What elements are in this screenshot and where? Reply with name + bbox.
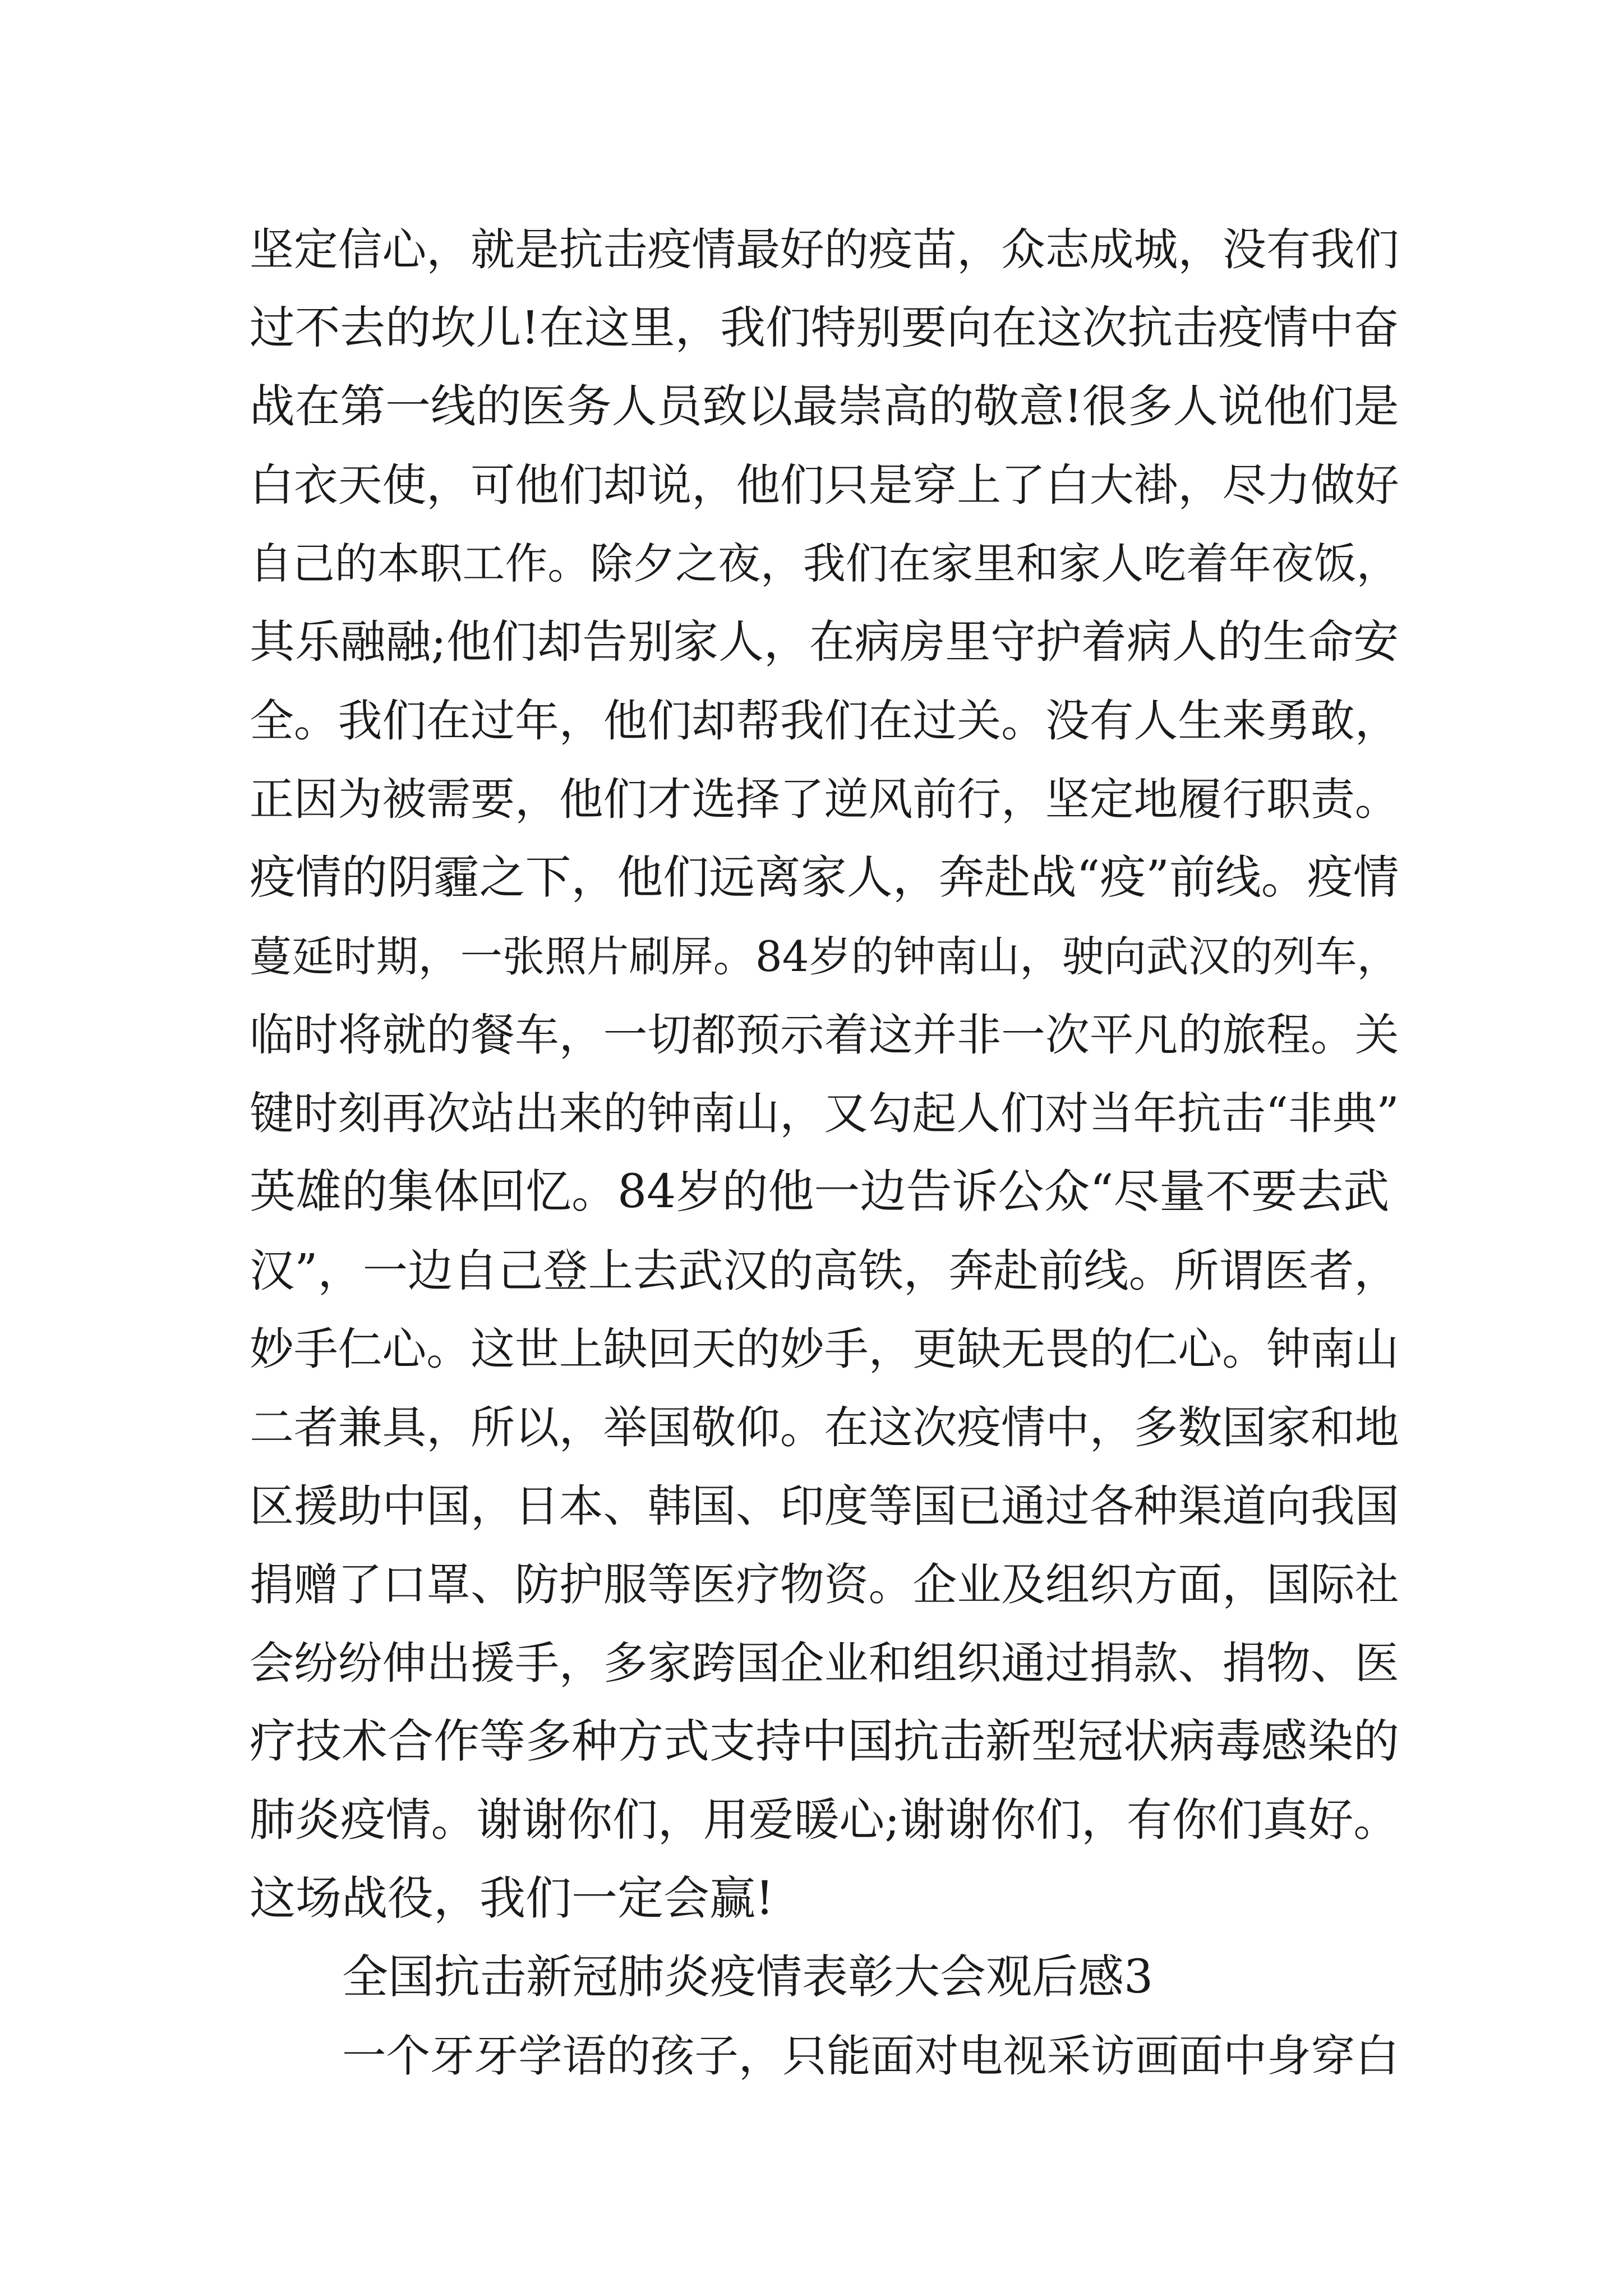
text-line: 会纷纷伸出援手，多家跨国企业和组织通过捐款、捐物、医	[250, 1637, 1399, 1689]
text-line: 键时刻再次站出来的钟南山，又勾起人们对当年抗击“非典”	[250, 1088, 1399, 1139]
section-title: 全国抗击新冠肺炎疫情表彰大会观后感3	[342, 1950, 1154, 2004]
text-line: 疗技术合作等多种方式支持中国抗击新型冠状病毒感染的	[250, 1715, 1400, 1768]
text-line: 妙手仁心。这世上缺回天的妙手，更缺无畏的仁心。钟南山	[250, 1323, 1399, 1375]
paragraph-start: 一个牙牙学语的孩子，只能面对电视采访画面中身穿白	[342, 2030, 1399, 2082]
text-line: 肺炎疫情。谢谢你们，用爱暖心;谢谢你们，有你们真好。	[250, 1794, 1399, 1847]
text-line: 汉”，一边自己登上去武汉的高铁，奔赴前线。所谓医者，	[250, 1244, 1399, 1297]
document-body	[250, 210, 1399, 2095]
text-line: 战在第一线的医务人员致以最崇高的敬意!很多人说他们是	[250, 380, 1399, 433]
text-line: 这场战役，我们一定会赢!	[250, 1872, 774, 1925]
text-line: 正因为被需要，他们才选择了逆风前行，坚定地履行职责。	[250, 774, 1399, 825]
text-line: 蔓延时期，一张照片刷屏。84岁的钟南山，驶向武汉的列车，	[250, 932, 1399, 981]
text-line: 疫情的阴霾之下，他们远离家人，奔赴战“疫”前线。疫情	[250, 851, 1399, 904]
text-line: 临时将就的餐车，一切都预示着这并非一次平凡的旅程。关	[250, 1009, 1399, 1061]
text-line: 区援助中国，日本、韩国、印度等国已通过各种渠道向我国	[250, 1480, 1399, 1532]
text-line: 捐赠了口罩、防护服等医疗物资。企业及组织方面，国际社	[250, 1559, 1399, 1611]
text-line: 其乐融融;他们却告别家人，在病房里守护着病人的生命安	[250, 616, 1399, 669]
text-line: 白衣天使，可他们却说，他们只是穿上了白大褂，尽力做好	[250, 459, 1399, 511]
text-line: 二者兼具，所以，举国敬仰。在这次疫情中，多数国家和地	[250, 1402, 1399, 1453]
text-line: 过不去的坎儿!在这里，我们特别要向在这次抗击疫情中奋	[250, 302, 1399, 355]
text-line: 坚定信心，就是抗击疫情最好的疫苗，众志成城，没有我们	[250, 224, 1399, 275]
text-line: 英雄的集体回忆。84岁的他一边告诉公众“尽量不要去武	[250, 1165, 1390, 1218]
text-line: 自己的本职工作。除夕之夜，我们在家里和家人吃着年夜饭，	[250, 539, 1399, 588]
text-line: 全。我们在过年，他们却帮我们在过关。没有人生来勇敢，	[250, 695, 1399, 747]
